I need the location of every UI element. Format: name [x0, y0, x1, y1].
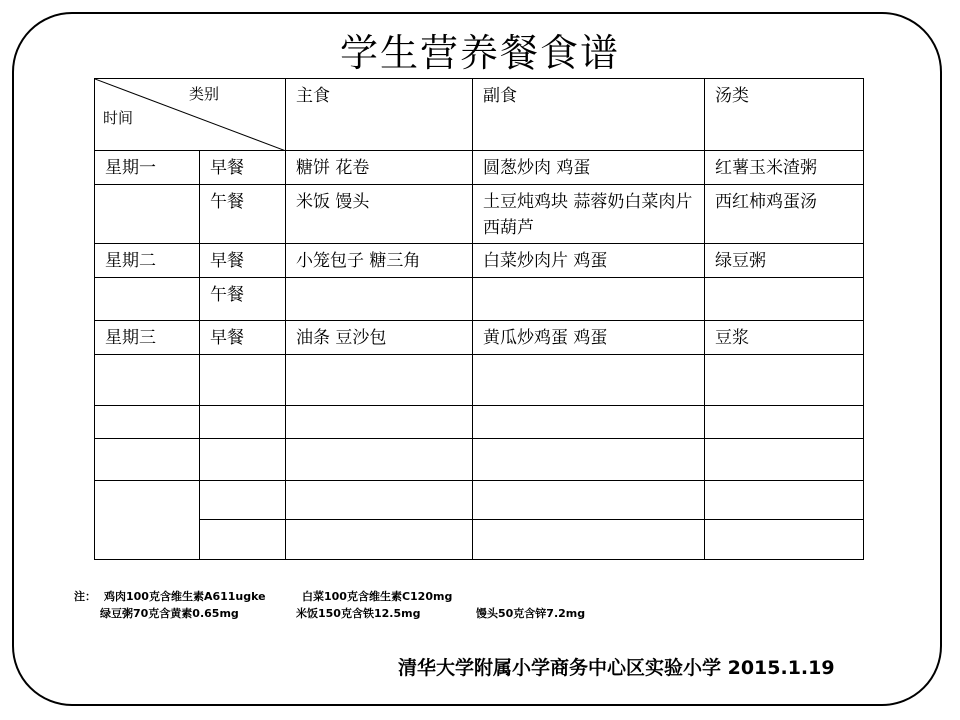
empty-cell — [473, 481, 705, 520]
empty-cell — [705, 406, 864, 439]
empty-cell — [286, 481, 473, 520]
day-cell: 星期三 — [95, 321, 200, 355]
day-cell — [95, 185, 200, 244]
empty-cell — [200, 406, 286, 439]
empty-row — [95, 520, 864, 560]
note-item: 绿豆粥70克含黄素0.65mg — [100, 607, 239, 620]
column-header-side: 副食 — [473, 79, 705, 151]
staple-cell: 油条 豆沙包 — [286, 321, 473, 355]
staple-cell: 米饭 馒头 — [286, 185, 473, 244]
empty-cell — [95, 355, 200, 406]
side-cell: 圆葱炒肉 鸡蛋 — [473, 151, 705, 185]
empty-cell — [286, 355, 473, 406]
table-row — [95, 185, 864, 244]
empty-cell — [286, 406, 473, 439]
empty-cell — [200, 355, 286, 406]
table-row — [95, 321, 864, 355]
empty-cell — [473, 439, 705, 481]
soup-cell: 绿豆粥 — [705, 244, 864, 278]
soup-cell — [705, 278, 864, 321]
footer-attribution: 清华大学附属小学商务中心区实验小学 2015.1.19 — [398, 657, 835, 679]
empty-cell — [200, 520, 286, 560]
time-label: 时间 — [103, 109, 134, 127]
empty-cell — [95, 406, 200, 439]
staple-cell: 糖饼 花卷 — [286, 151, 473, 185]
empty-cell — [473, 355, 705, 406]
day-cell: 星期二 — [95, 244, 200, 278]
empty-cell — [95, 481, 200, 560]
empty-cell — [705, 355, 864, 406]
side-cell: 土豆炖鸡块 蒜蓉奶白菜肉片西葫芦 — [473, 185, 705, 244]
soup-cell: 红薯玉米渣粥 — [705, 151, 864, 185]
day-cell — [95, 278, 200, 321]
empty-cell — [200, 439, 286, 481]
notes-prefix: 注： — [74, 590, 96, 603]
meal-cell: 午餐 — [200, 185, 286, 244]
empty-cell — [200, 481, 286, 520]
table-row — [95, 278, 864, 321]
meal-cell: 早餐 — [200, 151, 286, 185]
empty-cell — [705, 520, 864, 560]
column-header-soup: 汤类 — [705, 79, 864, 151]
header-row — [95, 79, 864, 151]
corner-cell — [95, 79, 286, 151]
note-item: 白菜100克含维生素C120mg — [302, 590, 453, 603]
staple-cell: 小笼包子 糖三角 — [286, 244, 473, 278]
empty-row — [95, 406, 864, 439]
category-label: 类别 — [188, 85, 219, 103]
staple-cell — [286, 278, 473, 321]
empty-cell — [286, 439, 473, 481]
note-item: 鸡肉100克含维生素A611ugke — [104, 590, 266, 603]
empty-cell — [705, 481, 864, 520]
side-cell: 黄瓜炒鸡蛋 鸡蛋 — [473, 321, 705, 355]
day-cell: 星期一 — [95, 151, 200, 185]
meal-cell: 午餐 — [200, 278, 286, 321]
empty-cell — [286, 520, 473, 560]
soup-cell: 西红柿鸡蛋汤 — [705, 185, 864, 244]
empty-cell — [473, 406, 705, 439]
empty-cell — [705, 439, 864, 481]
column-header-staple: 主食 — [286, 79, 473, 151]
page-title: 学生营养餐食谱 — [339, 31, 620, 75]
empty-cell — [95, 439, 200, 481]
empty-cell — [473, 520, 705, 560]
side-cell — [473, 278, 705, 321]
meal-cell: 早餐 — [200, 244, 286, 278]
soup-cell: 豆浆 — [705, 321, 864, 355]
empty-row — [95, 481, 864, 520]
menu-table — [94, 78, 864, 560]
empty-row — [95, 439, 864, 481]
table-row — [95, 151, 864, 185]
empty-row — [95, 355, 864, 406]
note-item: 馒头50克含锌7.2mg — [476, 607, 586, 620]
table-row — [95, 244, 864, 278]
meal-cell: 早餐 — [200, 321, 286, 355]
side-cell: 白菜炒肉片 鸡蛋 — [473, 244, 705, 278]
note-item: 米饭150克含铁12.5mg — [296, 607, 421, 620]
